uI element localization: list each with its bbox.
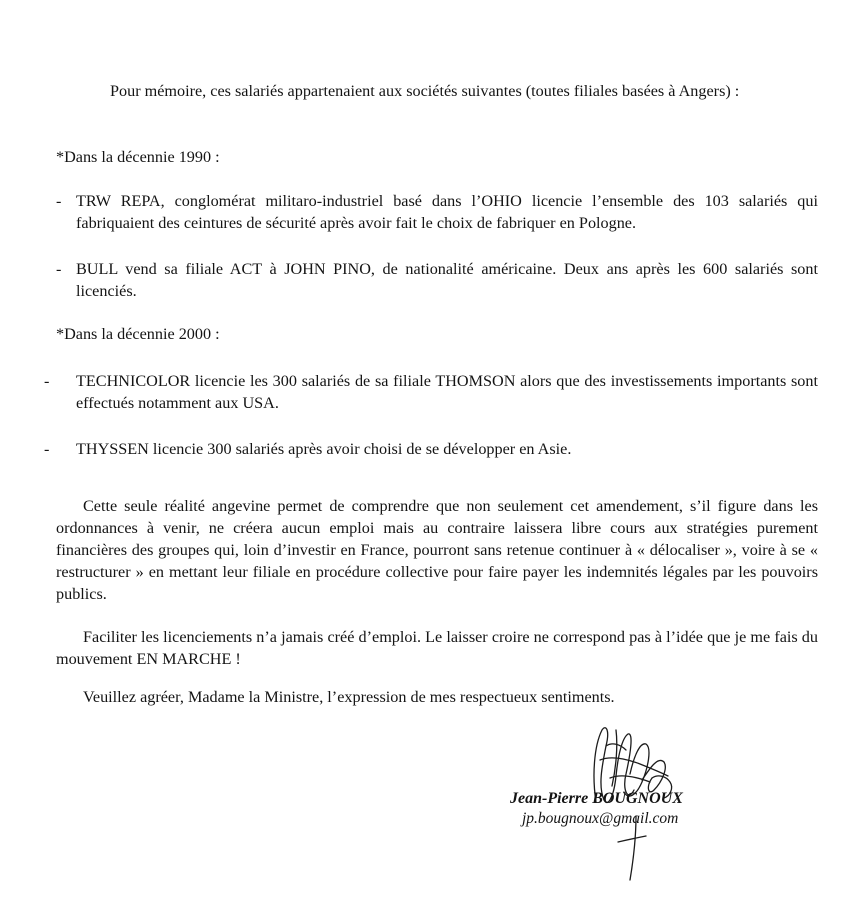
- list-item-trw: [56, 190, 818, 234]
- decade-2000-heading: *Dans la décennie 2000 :: [56, 325, 220, 343]
- bullet-dash: -: [44, 372, 50, 390]
- signature-email: jp.bougnoux@gmail.com: [522, 810, 679, 827]
- bullet-text-trw: TRW REPA, conglomérat militaro-industriel basé dans l’OHIO licencie l’ensemble des 103 salariés qui fabriquaient des ceintures de sécurité après avoir fait le choix de fabriquer en Pologne.: [76, 192, 818, 232]
- list-item-text: [76, 370, 818, 414]
- bullet-dash: -: [56, 192, 62, 210]
- list-item-bull: [56, 258, 818, 302]
- bullet-dash: -: [44, 440, 50, 458]
- decade-1990-heading: *Dans la décennie 1990 :: [56, 148, 220, 166]
- list-item-text: [76, 190, 818, 234]
- list-item-thyssen: [44, 438, 818, 460]
- bullet-dash: -: [56, 260, 62, 278]
- signature-block: [500, 716, 760, 896]
- closing-formula: Veuillez agréer, Madame la Ministre, l’expression de mes respectueux sentiments.: [83, 688, 615, 706]
- bullet-text-bull: BULL vend sa filiale ACT à JOHN PINO, de nationalité américaine. Deux ans après les 600 salariés sont licenciés.: [76, 260, 818, 300]
- reality-paragraph: Cette seule réalité angevine permet de comprendre que non seulement cet amendement, s’il figure dans les ordonnances à venir, ne créera aucun emploi mais au contraire laissera libre cours aux stratégies purement financières des groupes qui, loin d’investir en France, pourront sans retenue continuer à « délocaliser », voire à se « restructurer » en mettant leur filiale en procédure collective pour faire payer les indemnités légales par les pouvoirs publics.: [56, 497, 818, 603]
- list-item-technicolor: [44, 370, 818, 414]
- intro-paragraph: Pour mémoire, ces salariés appartenaient aux sociétés suivantes (toutes filiales basées à Angers) :: [110, 82, 740, 100]
- signature-name: Jean-Pierre BOUGNOUX: [510, 790, 683, 807]
- bullet-text-technicolor: TECHNICOLOR licencie les 300 salariés de sa filiale THOMSON alors que des investissements importants sont effectués notamment aux USA.: [76, 372, 818, 412]
- list-item-text: [76, 258, 818, 302]
- faciliter-paragraph: Faciliter les licenciements n’a jamais créé d’emploi. Le laisser croire ne correspond pas à l’idée que je me fais du mouvement EN MARCHE !: [56, 628, 818, 668]
- bullet-text-thyssen: THYSSEN licencie 300 salariés après avoir choisi de se développer en Asie.: [76, 440, 572, 458]
- list-item-text: [76, 438, 818, 460]
